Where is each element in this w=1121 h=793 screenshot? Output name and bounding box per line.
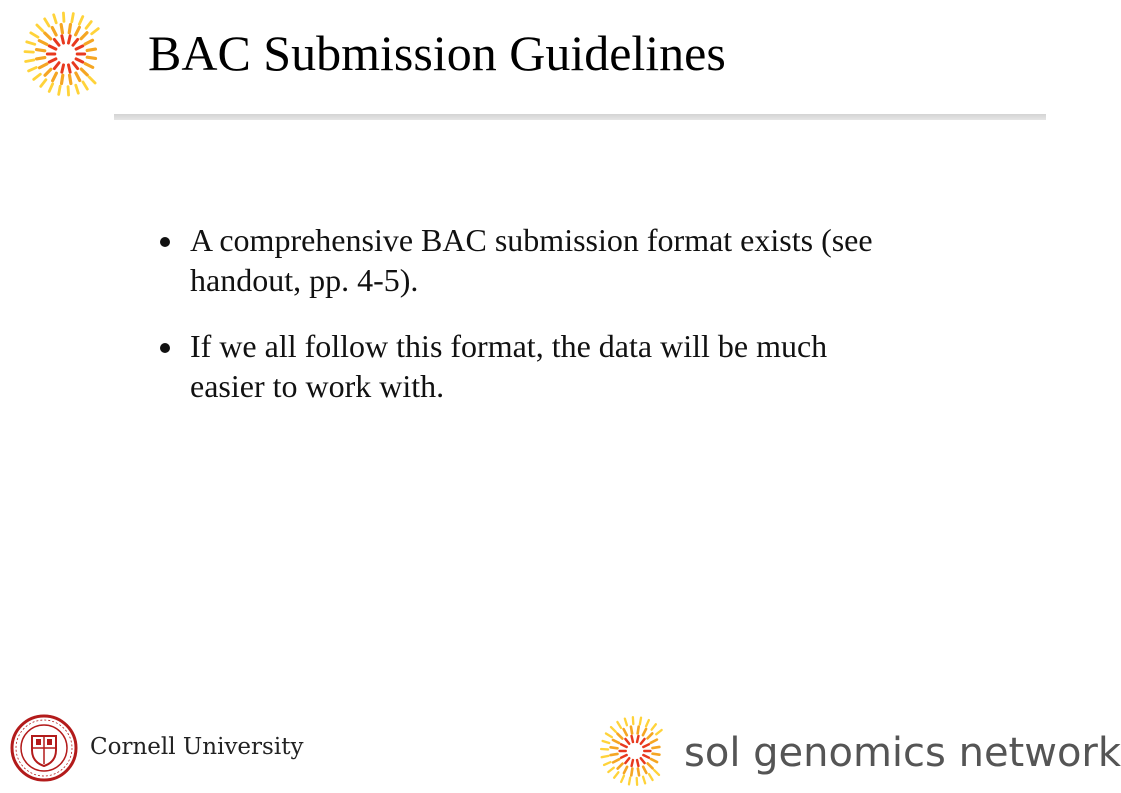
sun-ray xyxy=(72,14,73,22)
sun-ray xyxy=(27,42,35,44)
sun-ray xyxy=(611,747,618,748)
sun-ray xyxy=(651,759,657,762)
sun-ray xyxy=(640,718,641,725)
sun-ray xyxy=(638,727,639,734)
sun-ray xyxy=(654,770,659,775)
sun-ray xyxy=(81,33,87,39)
sun-ray xyxy=(68,36,70,43)
sun-ray xyxy=(632,760,633,766)
sun-ray xyxy=(621,744,627,747)
sun-ray xyxy=(641,739,645,744)
sun-ray xyxy=(637,760,638,766)
sun-ray xyxy=(625,758,629,763)
list-item xyxy=(160,326,880,406)
sun-ray xyxy=(76,27,80,35)
sun-ray xyxy=(651,740,657,743)
sun-ray xyxy=(54,63,59,69)
sun-ray xyxy=(54,15,57,23)
sun-ray xyxy=(68,87,69,95)
sun-ray xyxy=(632,736,633,742)
sun-ray xyxy=(76,46,83,49)
bullet-text: A comprehensive BAC submission format exists (see handout, pp. 4-5). xyxy=(190,222,873,298)
sun-ray xyxy=(79,17,82,25)
sun-ray xyxy=(45,33,51,39)
sun-ray xyxy=(614,772,618,777)
sun-ray xyxy=(76,59,83,62)
sun-ray xyxy=(49,46,56,49)
sun-ray xyxy=(62,65,64,72)
sun-ray xyxy=(602,756,609,757)
sun-ray xyxy=(81,69,87,75)
sun-ray xyxy=(26,60,34,62)
sun-ray xyxy=(87,49,95,50)
sun-ray xyxy=(37,58,45,59)
sun-ray xyxy=(629,778,630,785)
sun-ray xyxy=(625,719,627,726)
sun-ray xyxy=(611,727,616,732)
sgn-wordmark: sol genomics network xyxy=(684,730,1121,776)
sun-ray xyxy=(49,84,52,92)
sun-ray xyxy=(73,39,78,45)
sun-ray xyxy=(646,720,649,726)
sun-ray xyxy=(76,85,79,93)
sun-ray xyxy=(649,774,653,780)
sun-ray xyxy=(613,740,619,743)
sun-ray xyxy=(603,741,610,743)
sun-ray xyxy=(89,77,95,83)
sun-ray xyxy=(656,730,661,734)
sun-ray xyxy=(606,734,612,738)
sun-ray xyxy=(637,736,638,742)
sun-ray xyxy=(643,755,649,758)
sun-ray xyxy=(73,63,78,69)
sun-ray xyxy=(652,747,659,748)
sun-ray xyxy=(85,40,92,44)
sun-ray xyxy=(604,762,610,765)
sun-ray xyxy=(83,82,87,89)
sun-ray xyxy=(31,33,38,37)
sun-ray xyxy=(617,722,621,728)
sun-ray xyxy=(624,767,627,773)
sun-ray xyxy=(49,59,56,62)
slide-title: BAC Submission Guidelines xyxy=(148,25,726,81)
sun-ray xyxy=(631,727,632,734)
sun-ray xyxy=(87,57,95,58)
sun-ray xyxy=(53,73,57,81)
sun-ray xyxy=(643,767,646,773)
bullet-icon xyxy=(160,343,170,353)
sun-ray xyxy=(61,25,62,33)
sun-ray xyxy=(76,73,80,80)
sun-ray xyxy=(39,64,46,68)
bullet-text: If we all follow this format, the data will be much easier to work with. xyxy=(190,328,828,404)
sun-ray xyxy=(621,776,624,782)
sun-ray xyxy=(643,729,646,735)
sun-ray xyxy=(54,39,59,45)
sun-ray xyxy=(39,41,47,45)
sun-ray xyxy=(647,733,652,738)
sun-ray xyxy=(34,74,41,79)
bullet-icon xyxy=(160,237,170,247)
sun-ray xyxy=(69,24,70,32)
list-item xyxy=(160,220,880,300)
sun-ray xyxy=(638,768,639,775)
cornell-logo xyxy=(10,714,304,782)
sun-ray xyxy=(59,86,60,94)
bullet-list xyxy=(160,220,880,432)
cornell-wordmark: Cornell University xyxy=(90,734,304,760)
sun-ray xyxy=(653,754,660,755)
sun-ray xyxy=(37,25,43,31)
sun-ray xyxy=(624,729,627,735)
sun-ray xyxy=(643,777,645,784)
sun-ray xyxy=(68,65,70,72)
sun-ray xyxy=(62,36,64,43)
sun-ray xyxy=(625,739,629,744)
sun-ray xyxy=(643,744,649,747)
sol-sun-icon xyxy=(18,12,114,96)
sun-ray xyxy=(631,769,632,776)
sun-ray xyxy=(63,13,64,21)
sun-ray xyxy=(70,75,71,83)
sun-ray xyxy=(41,80,46,87)
sun-ray xyxy=(608,768,613,772)
sun-ray xyxy=(621,755,627,758)
sun-ray xyxy=(641,758,645,763)
sun-ray xyxy=(611,754,618,755)
sun-ray xyxy=(29,67,37,70)
sol-sun-icon xyxy=(596,714,674,788)
sun-ray xyxy=(92,29,99,34)
sun-ray xyxy=(613,759,619,762)
sun-ray xyxy=(52,27,56,34)
sun-ray xyxy=(617,734,622,739)
sun-ray xyxy=(86,22,91,29)
sun-ray xyxy=(36,50,44,51)
cornell-seal-icon xyxy=(10,714,78,782)
title-divider xyxy=(114,114,1046,120)
sun-ray xyxy=(45,69,51,75)
sun-ray xyxy=(85,64,93,68)
sun-ray xyxy=(648,763,653,768)
sun-ray xyxy=(618,764,623,769)
sun-ray xyxy=(652,724,656,729)
sun-ray xyxy=(62,75,63,83)
sun-ray xyxy=(45,19,49,26)
